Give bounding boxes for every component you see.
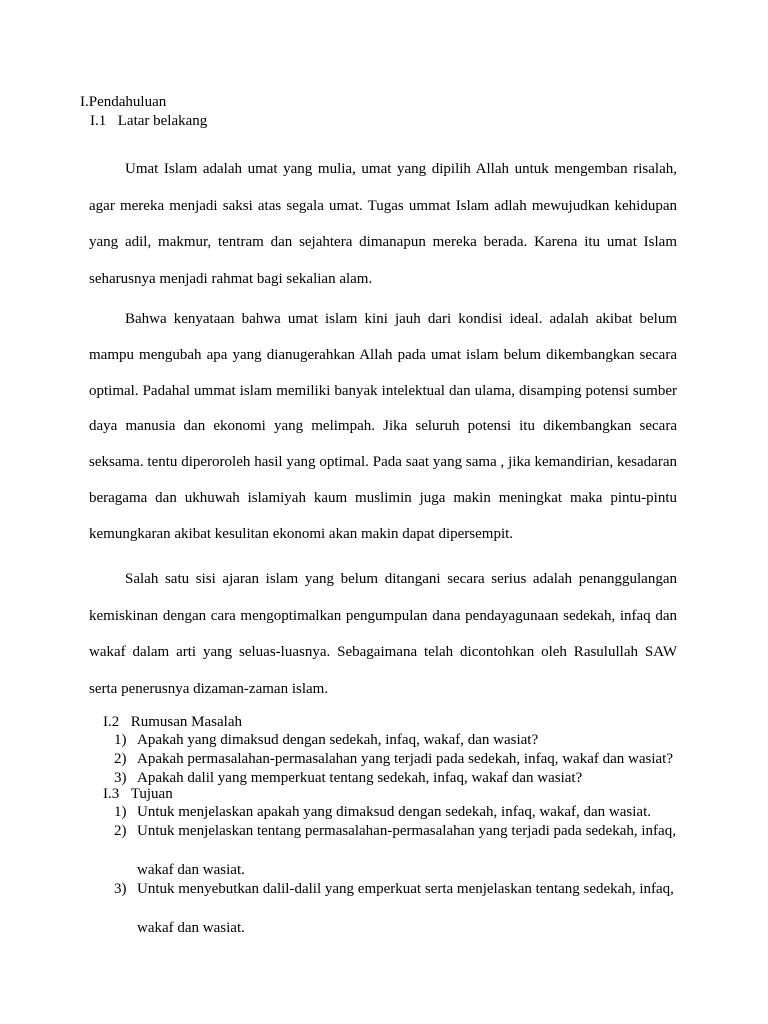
paragraph-3 (89, 561, 677, 707)
list-number: 3) (114, 881, 127, 897)
list-item (103, 731, 681, 750)
list-number: 2) (114, 751, 127, 767)
list-item (103, 769, 681, 788)
paragraph-2-text: Bahwa kenyataan bahwa umat islam kini jauh dari kondisi ideal. adalah akibat belum mampu mengubah apa yang dianugerahkan Allah pada umat islam belum dikembangkan secara optimal. Padahal ummat islam memiliki banyak intelektual dan ulama, disamping potensi sumber daya manusia dan ekonomi yang melimpah. Jika seluruh potensi itu dikembangkan secara seksama. tentu dipero​roleh hasil yang optimal. Pada saat yang sama , jika kemandirian, kesadaran beragama dan ukhuwah islamiyah kaum muslimin juga makin meningkat maka pintu-pintu kemungkaran akibat kesulitan ekonomi akan makin dapat dipersempit. (89, 311, 677, 542)
paragraph-1 (89, 151, 677, 297)
section-heading-latar-belakang (90, 111, 207, 131)
section-heading-tujuan (103, 784, 173, 804)
section-number: I.3 (103, 786, 120, 802)
list-item (103, 880, 681, 938)
section-title: Latar belakang (117, 113, 208, 129)
list-number: 2) (114, 823, 127, 839)
section-title: Rumusan Masalah (130, 714, 242, 730)
list-item-text-line1: Untuk menyebutkan dalil-dalil yang emperkuat serta menjelaskan tentang sedekah, infaq, (137, 881, 674, 897)
paragraph-3-text: Salah satu sisi ajaran islam yang belum ditangani secara serius adalah penanggulangan kemiskinan dengan cara mengoptimalkan pengumpulan dana pendayagunaan sedekah, infaq dan wakaf dalam arti yang seluas-luasnya. Sebagaimana telah dicontohkan oleh Rasulullah SAW serta penerusnya dizaman-zaman islam. (89, 571, 677, 697)
list-item (103, 803, 681, 822)
list-item-text: Apakah yang dimaksud dengan sedekah, infaq, wakaf, dan wasiat? (137, 732, 539, 748)
paragraph-2 (89, 302, 677, 553)
list-item-text-line2: wakaf dan wasiat. (137, 862, 245, 878)
section-number: I.1 (90, 113, 107, 129)
list-number: 3) (114, 770, 127, 786)
tujuan-list (103, 803, 681, 938)
list-item-text-line1: Untuk menjelaskan tentang permasalahan-permasalahan yang terjadi pada sedekah, infaq, (137, 823, 676, 839)
section-number: I.2 (103, 714, 120, 730)
list-item-text-line2: wakaf dan wasiat. (137, 920, 245, 936)
chapter-heading: I.Pendahuluan (80, 94, 167, 110)
list-item (103, 822, 681, 880)
section-title: Tujuan (130, 786, 173, 802)
list-number: 1) (114, 732, 127, 748)
rumusan-masalah-list (103, 731, 681, 788)
section-heading-rumusan-masalah (103, 712, 242, 732)
list-item-text: Untuk menjelaskan apakah yang dimaksud dengan sedekah, infaq, wakaf, dan wasiat. (137, 804, 651, 820)
list-item-text: Apakah dalil yang memperkuat tentang sedekah, infaq, wakaf dan wasiat? (137, 770, 583, 786)
list-number: 1) (114, 804, 127, 820)
paragraph-1-text: Umat Islam adalah umat yang mulia, umat yang dipilih Allah untuk mengemban risalah, agar mereka menjadi saksi atas segala umat. Tugas ummat Islam adlah mewujudkan kehidupan yang adil, makmur, tentram dan sejahtera dimanapun mereka berada. Karena itu umat Islam seharusnya menjadi rahmat bagi sekalian alam. (89, 161, 677, 287)
list-item (103, 750, 681, 769)
list-item-text: Apakah permasalahan-permasalahan yang terjadi pada sedekah, infaq, wakaf dan wasiat? (137, 751, 674, 767)
